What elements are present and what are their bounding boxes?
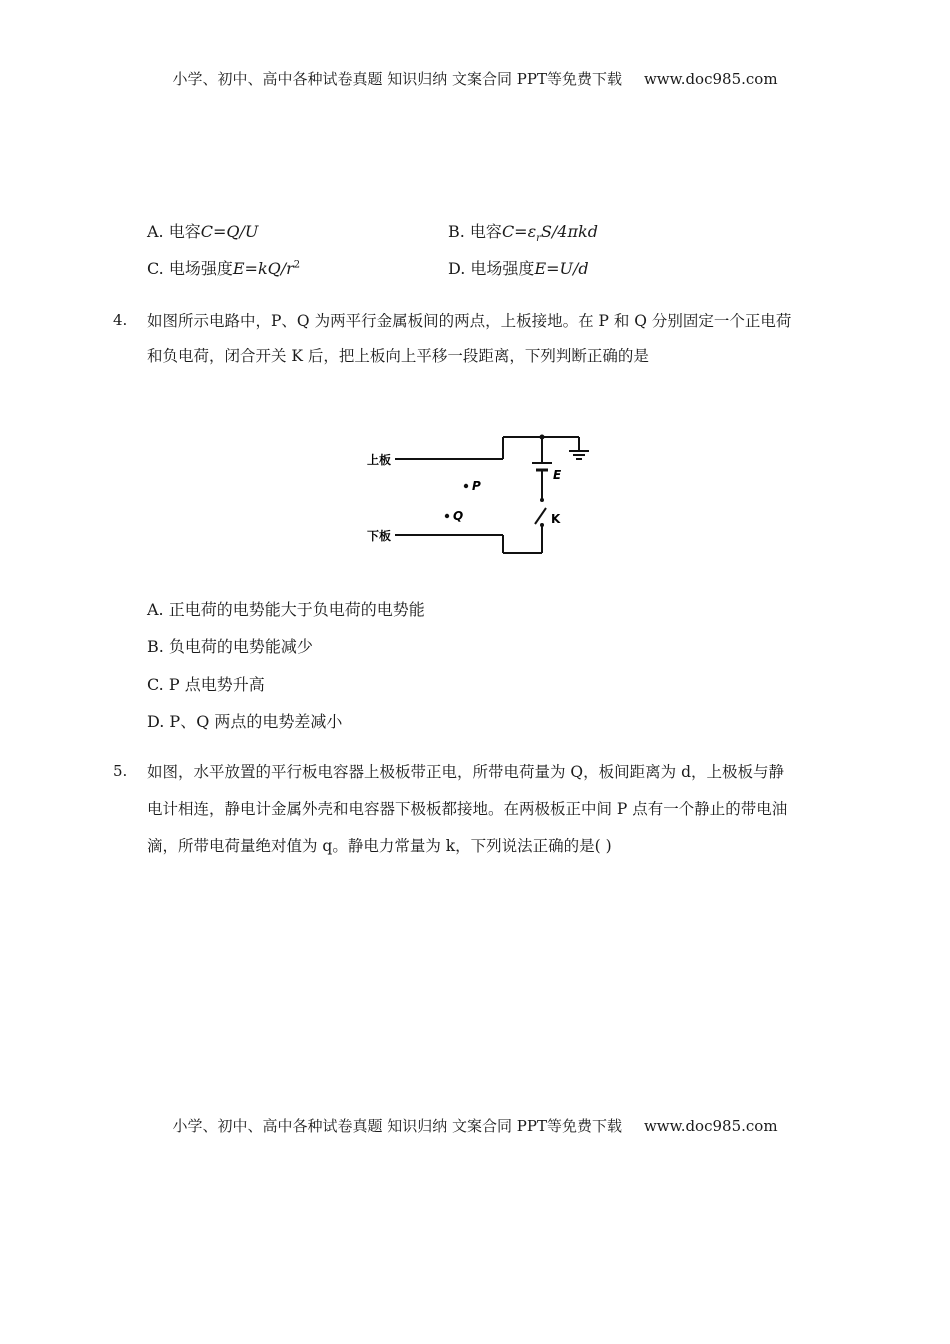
footer-site: www.doc985.com <box>643 1117 778 1135</box>
q4-option-b: B. 负电荷的电势能减少 <box>147 637 313 656</box>
q4-option-c: C. P 点电势升高 <box>147 675 265 694</box>
switch-label: K <box>551 512 561 526</box>
q3-option-c-formula: E=kQ/r <box>232 259 294 278</box>
q3-option-d-formula: E=U/d <box>534 259 589 278</box>
q3-option-a-formula: C=Q/U <box>200 222 259 241</box>
battery-label: E <box>553 468 562 482</box>
q4-option-d: D. P、Q 两点的电势差减小 <box>147 712 343 731</box>
page-footer <box>0 1115 950 1136</box>
q5-number: 5. <box>113 762 128 780</box>
q4-stem-line2: 和负电荷，闭合开关 K 后，把上板向上平移一段距离，下列判断正确的是 <box>147 347 649 365</box>
point-q-label: Q <box>453 509 464 523</box>
q5-stem-line2: 电计相连，静电计金属外壳和电容器下极板都接地。在两极板正中间 P 点有一个静止的带电油 <box>147 800 788 818</box>
footer-text: 小学、初中、高中各种试卷真题 知识归纳 文案合同 PPT等免费下载 <box>172 1117 622 1135</box>
q3-option-b-formula: C=ε <box>501 222 537 241</box>
q4-option-a: A. 正电荷的电势能大于负电荷的电势能 <box>147 600 425 619</box>
point-p-label: P <box>472 479 481 493</box>
header-text: 小学、初中、高中各种试卷真题 知识归纳 文案合同 PPT等免费下载 <box>172 70 622 88</box>
upper-plate-label: 上板 <box>367 453 392 467</box>
point-p-dot <box>464 484 468 488</box>
q3-option-b: B. 电容$C=\varepsilon_rS/4\pi kd$ <box>448 222 598 245</box>
q5-stem-line1: 如图，水平放置的平行板电容器上极板带正电，所带电荷量为 Q，板间距离为 d，上极板与静 <box>147 763 784 781</box>
lower-plate-label: 下板 <box>367 529 392 543</box>
q3-option-d: D. 电场强度E=U/d <box>448 259 589 278</box>
switch-icon <box>535 508 546 524</box>
q4-circuit-figure <box>355 425 600 565</box>
page-header <box>0 68 950 89</box>
q4-number: 4. <box>113 311 128 329</box>
q3-option-a: A. 电容C=Q/U <box>147 222 259 241</box>
q3-option-c: C. 电场强度$E=kQ/r^2$ <box>147 259 301 278</box>
header-site: www.doc985.com <box>643 70 778 88</box>
q4-stem-line1: 如图所示电路中，P、Q 为两平行金属板间的两点，上板接地。在 P 和 Q 分别固定一个正电荷 <box>147 312 792 330</box>
point-q-dot <box>445 514 449 518</box>
q5-stem-line3: 滴，所带电荷量绝对值为 q。静电力常量为 k，下列说法正确的是( ) <box>147 837 612 855</box>
